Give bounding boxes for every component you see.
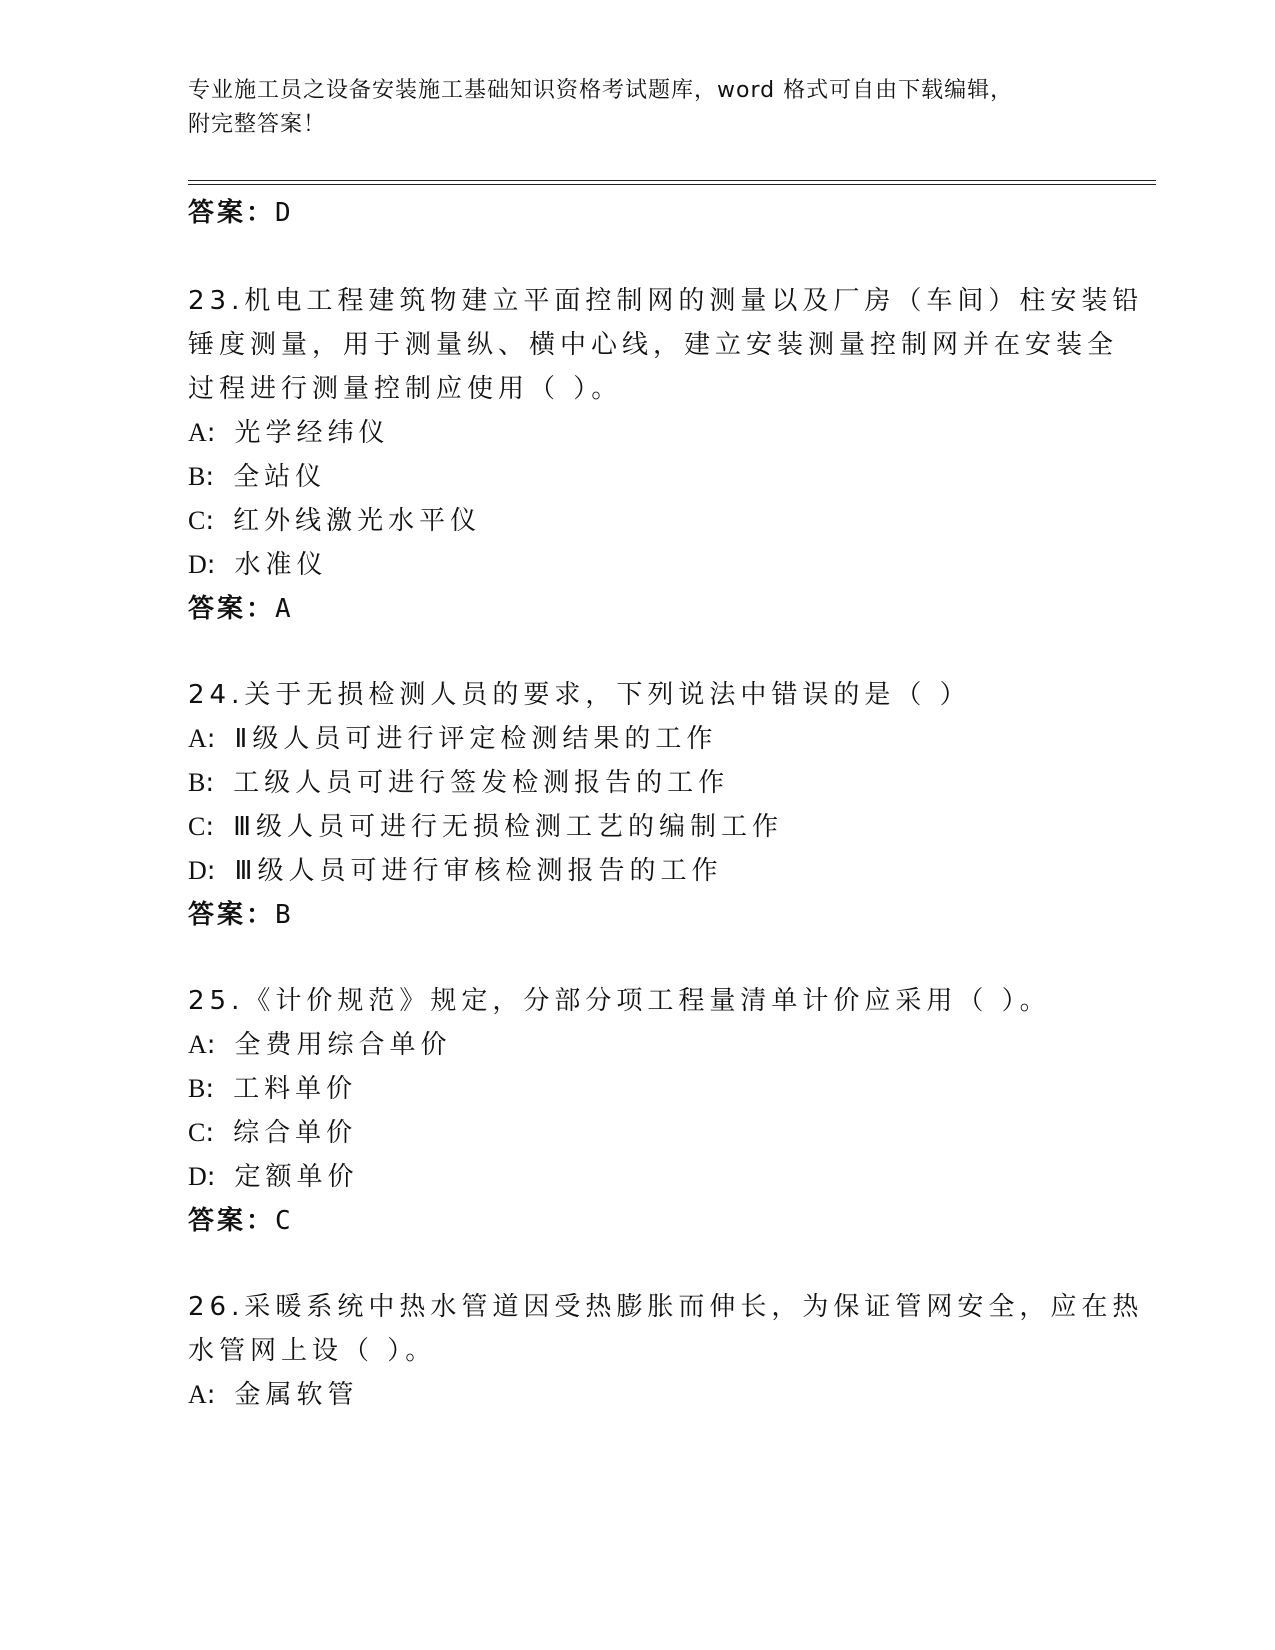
option-text: Ⅲ级人员可进行审核检测报告的工作 (234, 856, 723, 886)
question-text: 水管网上设（ ）。 (188, 1336, 437, 1366)
question-text: 25.《计价规范》规定，分部分项工程量清单计价应采用（ ）。 (188, 986, 1051, 1016)
option-a: A: 全费用综合单价 (188, 1030, 452, 1060)
answer-label: 答案： (188, 198, 276, 228)
option-text: Ⅱ级人员可进行评定检测结果的工作 (234, 724, 718, 754)
document-header (188, 74, 1088, 142)
header-divider (188, 180, 1156, 185)
option-key: C (188, 812, 206, 841)
question-text: 过程进行测量控制应使用（ ）。 (188, 374, 623, 404)
question-text: 26.采暖系统中热水管道因受热膨胀而伸长，为保证管网安全，应在热 (188, 1292, 1144, 1322)
answer-line (188, 594, 294, 624)
option-text: 全站仪 (233, 462, 327, 492)
option-key: D (188, 856, 207, 885)
option-key: A (188, 1030, 207, 1059)
option-text: 光学经纬仪 (234, 418, 390, 448)
option-a: A: 金属软管 (188, 1380, 359, 1410)
option-c: C: 红外线激光水平仪 (188, 506, 482, 536)
answer-value: C (275, 1206, 294, 1236)
option-key: C (188, 506, 206, 535)
option-c: C: 综合单价 (188, 1118, 358, 1148)
question-text: 24.关于无损检测人员的要求，下列说法中错误的是（ ） (188, 680, 971, 710)
option-text: 综合单价 (233, 1118, 358, 1148)
answer-label: 答案： (188, 1206, 276, 1236)
answer-line (188, 900, 294, 930)
option-c: C: Ⅲ级人员可进行无损检测工艺的编制工作 (188, 812, 784, 842)
answer-value: B (275, 900, 294, 930)
option-key: A (188, 418, 207, 447)
option-text: 工级人员可进行签发检测报告的工作 (233, 768, 730, 798)
option-key: D (188, 1162, 207, 1191)
answer-line (188, 198, 294, 228)
question-text: 23.机电工程建筑物建立平面控制网的测量以及厂房（车间）柱安装铅 (188, 286, 1144, 316)
option-b: B: 工级人员可进行签发检测报告的工作 (188, 768, 730, 798)
option-text: 定额单价 (234, 1162, 359, 1192)
option-d: D: 定额单价 (188, 1162, 359, 1192)
option-key: A (188, 1380, 207, 1409)
option-text: 红外线激光水平仪 (233, 506, 482, 536)
option-key: D (188, 550, 207, 579)
answer-line (188, 1206, 294, 1236)
answer-value: D (275, 198, 294, 228)
answer-value: A (275, 594, 294, 624)
option-a: A: Ⅱ级人员可进行评定检测结果的工作 (188, 724, 718, 754)
header-line-1: 专业施工员之设备安装施工基础知识资格考试题库，word 格式可自由下载编辑， (188, 78, 1014, 103)
option-key: A (188, 724, 207, 753)
option-d: D: 水准仪 (188, 550, 328, 580)
option-a: A: 光学经纬仪 (188, 418, 390, 448)
option-text: 工料单价 (233, 1074, 358, 1104)
option-key: B (188, 768, 206, 797)
option-text: Ⅲ级人员可进行无损检测工艺的编制工作 (233, 812, 784, 842)
answer-label: 答案： (188, 594, 276, 624)
option-text: 水准仪 (234, 550, 328, 580)
option-key: C (188, 1118, 206, 1147)
option-key: B (188, 1074, 206, 1103)
question-text: 锤度测量，用于测量纵、横中心线，建立安装测量控制网并在安装全 (188, 330, 1119, 360)
option-key: B (188, 462, 206, 491)
option-b: B: 工料单价 (188, 1074, 358, 1104)
option-d: D: Ⅲ级人员可进行审核检测报告的工作 (188, 856, 723, 886)
option-text: 全费用综合单价 (234, 1030, 452, 1060)
option-b: B: 全站仪 (188, 462, 327, 492)
header-line-2: 附完整答案！ (188, 112, 327, 137)
answer-label: 答案： (188, 900, 276, 930)
option-text: 金属软管 (234, 1380, 359, 1410)
